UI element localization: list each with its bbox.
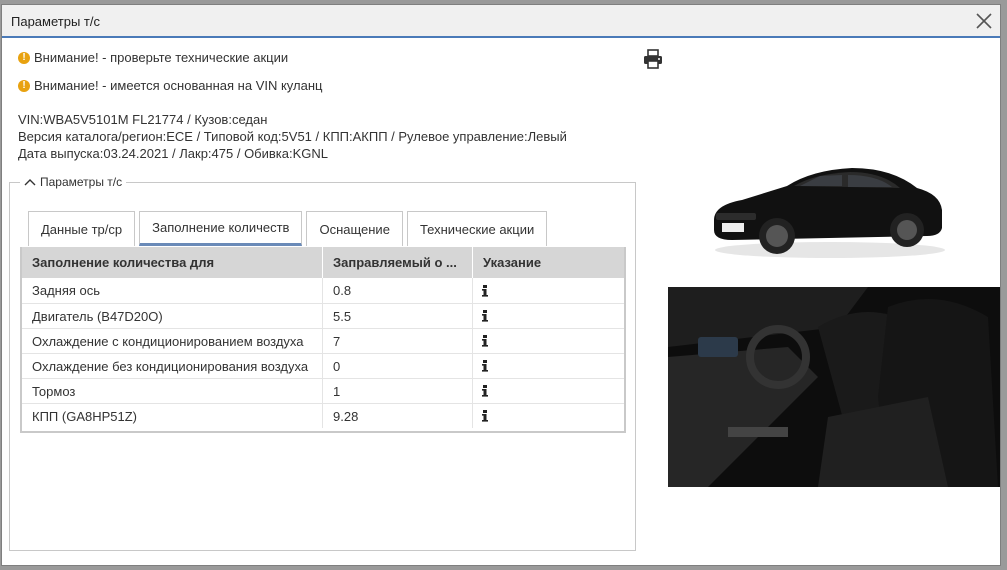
dialog-titlebar — [2, 5, 1000, 38]
column-header-fill-amount[interactable]: Заправляемый о ... — [323, 247, 473, 278]
column-header-fill-for[interactable]: Заполнение количества для — [22, 247, 323, 278]
table-row[interactable] — [22, 303, 624, 328]
table-row[interactable] — [22, 328, 624, 353]
cell-fill-for: Охлаждение без кондиционирования воздуха — [22, 354, 323, 378]
info-icon[interactable] — [478, 334, 492, 348]
warning-text: Внимание! - имеется основанная на VIN куланц — [34, 78, 323, 93]
tab-fill-quantities[interactable] — [139, 211, 302, 246]
cell-fill-for: Задняя ось — [22, 278, 323, 303]
tab-label: Заполнение количеств — [152, 220, 290, 235]
column-header-note[interactable]: Указание — [483, 255, 542, 270]
params-fieldset — [9, 175, 636, 551]
cell-fill-for: КПП (GA8HP51Z) — [22, 404, 323, 428]
warning-text: Внимание! - проверьте технические акции — [34, 50, 289, 65]
cell-fill-for: Двигатель (B47D20O) — [22, 304, 323, 328]
cell-fill-for: Тормоз — [22, 379, 323, 403]
tab-label: Данные тр/ср — [41, 221, 123, 237]
table-row[interactable] — [22, 353, 624, 378]
params-legend-label: Параметры т/с — [40, 175, 123, 189]
warning-message — [18, 50, 288, 65]
fill-quantities-grid — [20, 247, 626, 433]
cell-fill-amount: 0 — [323, 354, 473, 378]
cell-fill-amount: 9.28 — [323, 404, 473, 428]
info-icon[interactable] — [478, 409, 492, 423]
car-interior-image — [668, 287, 1000, 487]
cell-note — [473, 329, 624, 353]
print-button[interactable] — [642, 48, 664, 70]
info-icon[interactable] — [478, 359, 492, 373]
warning-icon: ! — [18, 80, 30, 92]
vehicle-info-line: Версия каталога/регион:ECE / Типовой код:5V51 / КПП:АКПП / Рулевое управление:Левый — [18, 129, 567, 144]
params-legend-toggle[interactable] — [20, 175, 126, 189]
cell-note — [473, 404, 624, 428]
cell-fill-amount: 5.5 — [323, 304, 473, 328]
close-button[interactable] — [974, 11, 994, 31]
cell-note — [473, 379, 624, 403]
warning-message — [18, 78, 322, 93]
dialog-title: Параметры т/с — [11, 14, 100, 29]
tab-label: Технические акции — [419, 221, 535, 237]
grid-header — [22, 247, 624, 278]
dialog-content — [2, 40, 1000, 565]
table-row[interactable] — [22, 378, 624, 403]
vehicle-params-dialog — [1, 4, 1001, 566]
cell-fill-for: Охлаждение с кондиционированием воздуха — [22, 329, 323, 353]
tab-equipment[interactable] — [306, 211, 402, 246]
cell-fill-amount: 7 — [323, 329, 473, 353]
cell-fill-amount: 1 — [323, 379, 473, 403]
info-icon[interactable] — [478, 384, 492, 398]
tab-label: Оснащение — [319, 221, 390, 237]
table-row[interactable] — [22, 403, 624, 428]
table-row[interactable] — [22, 278, 624, 303]
cell-fill-amount: 0.8 — [323, 278, 473, 303]
tab-vehicle-data[interactable] — [28, 211, 135, 246]
info-icon[interactable] — [478, 309, 492, 323]
printer-icon — [642, 48, 664, 70]
close-icon — [974, 11, 994, 31]
vehicle-info-line: Дата выпуска:03.24.2021 / Лакр:475 / Обивка:KGNL — [18, 146, 329, 161]
warning-icon: ! — [18, 52, 30, 64]
params-tabs — [28, 211, 551, 246]
car-exterior-image — [702, 150, 952, 260]
cell-note — [473, 354, 624, 378]
vehicle-info-line: VIN:WBA5V5101M FL21774 / Кузов:седан — [18, 112, 268, 127]
cell-note — [473, 278, 624, 303]
chevron-up-icon — [24, 177, 36, 187]
tab-technical-campaigns[interactable] — [407, 211, 547, 246]
info-icon[interactable] — [478, 284, 492, 298]
cell-note — [473, 304, 624, 328]
